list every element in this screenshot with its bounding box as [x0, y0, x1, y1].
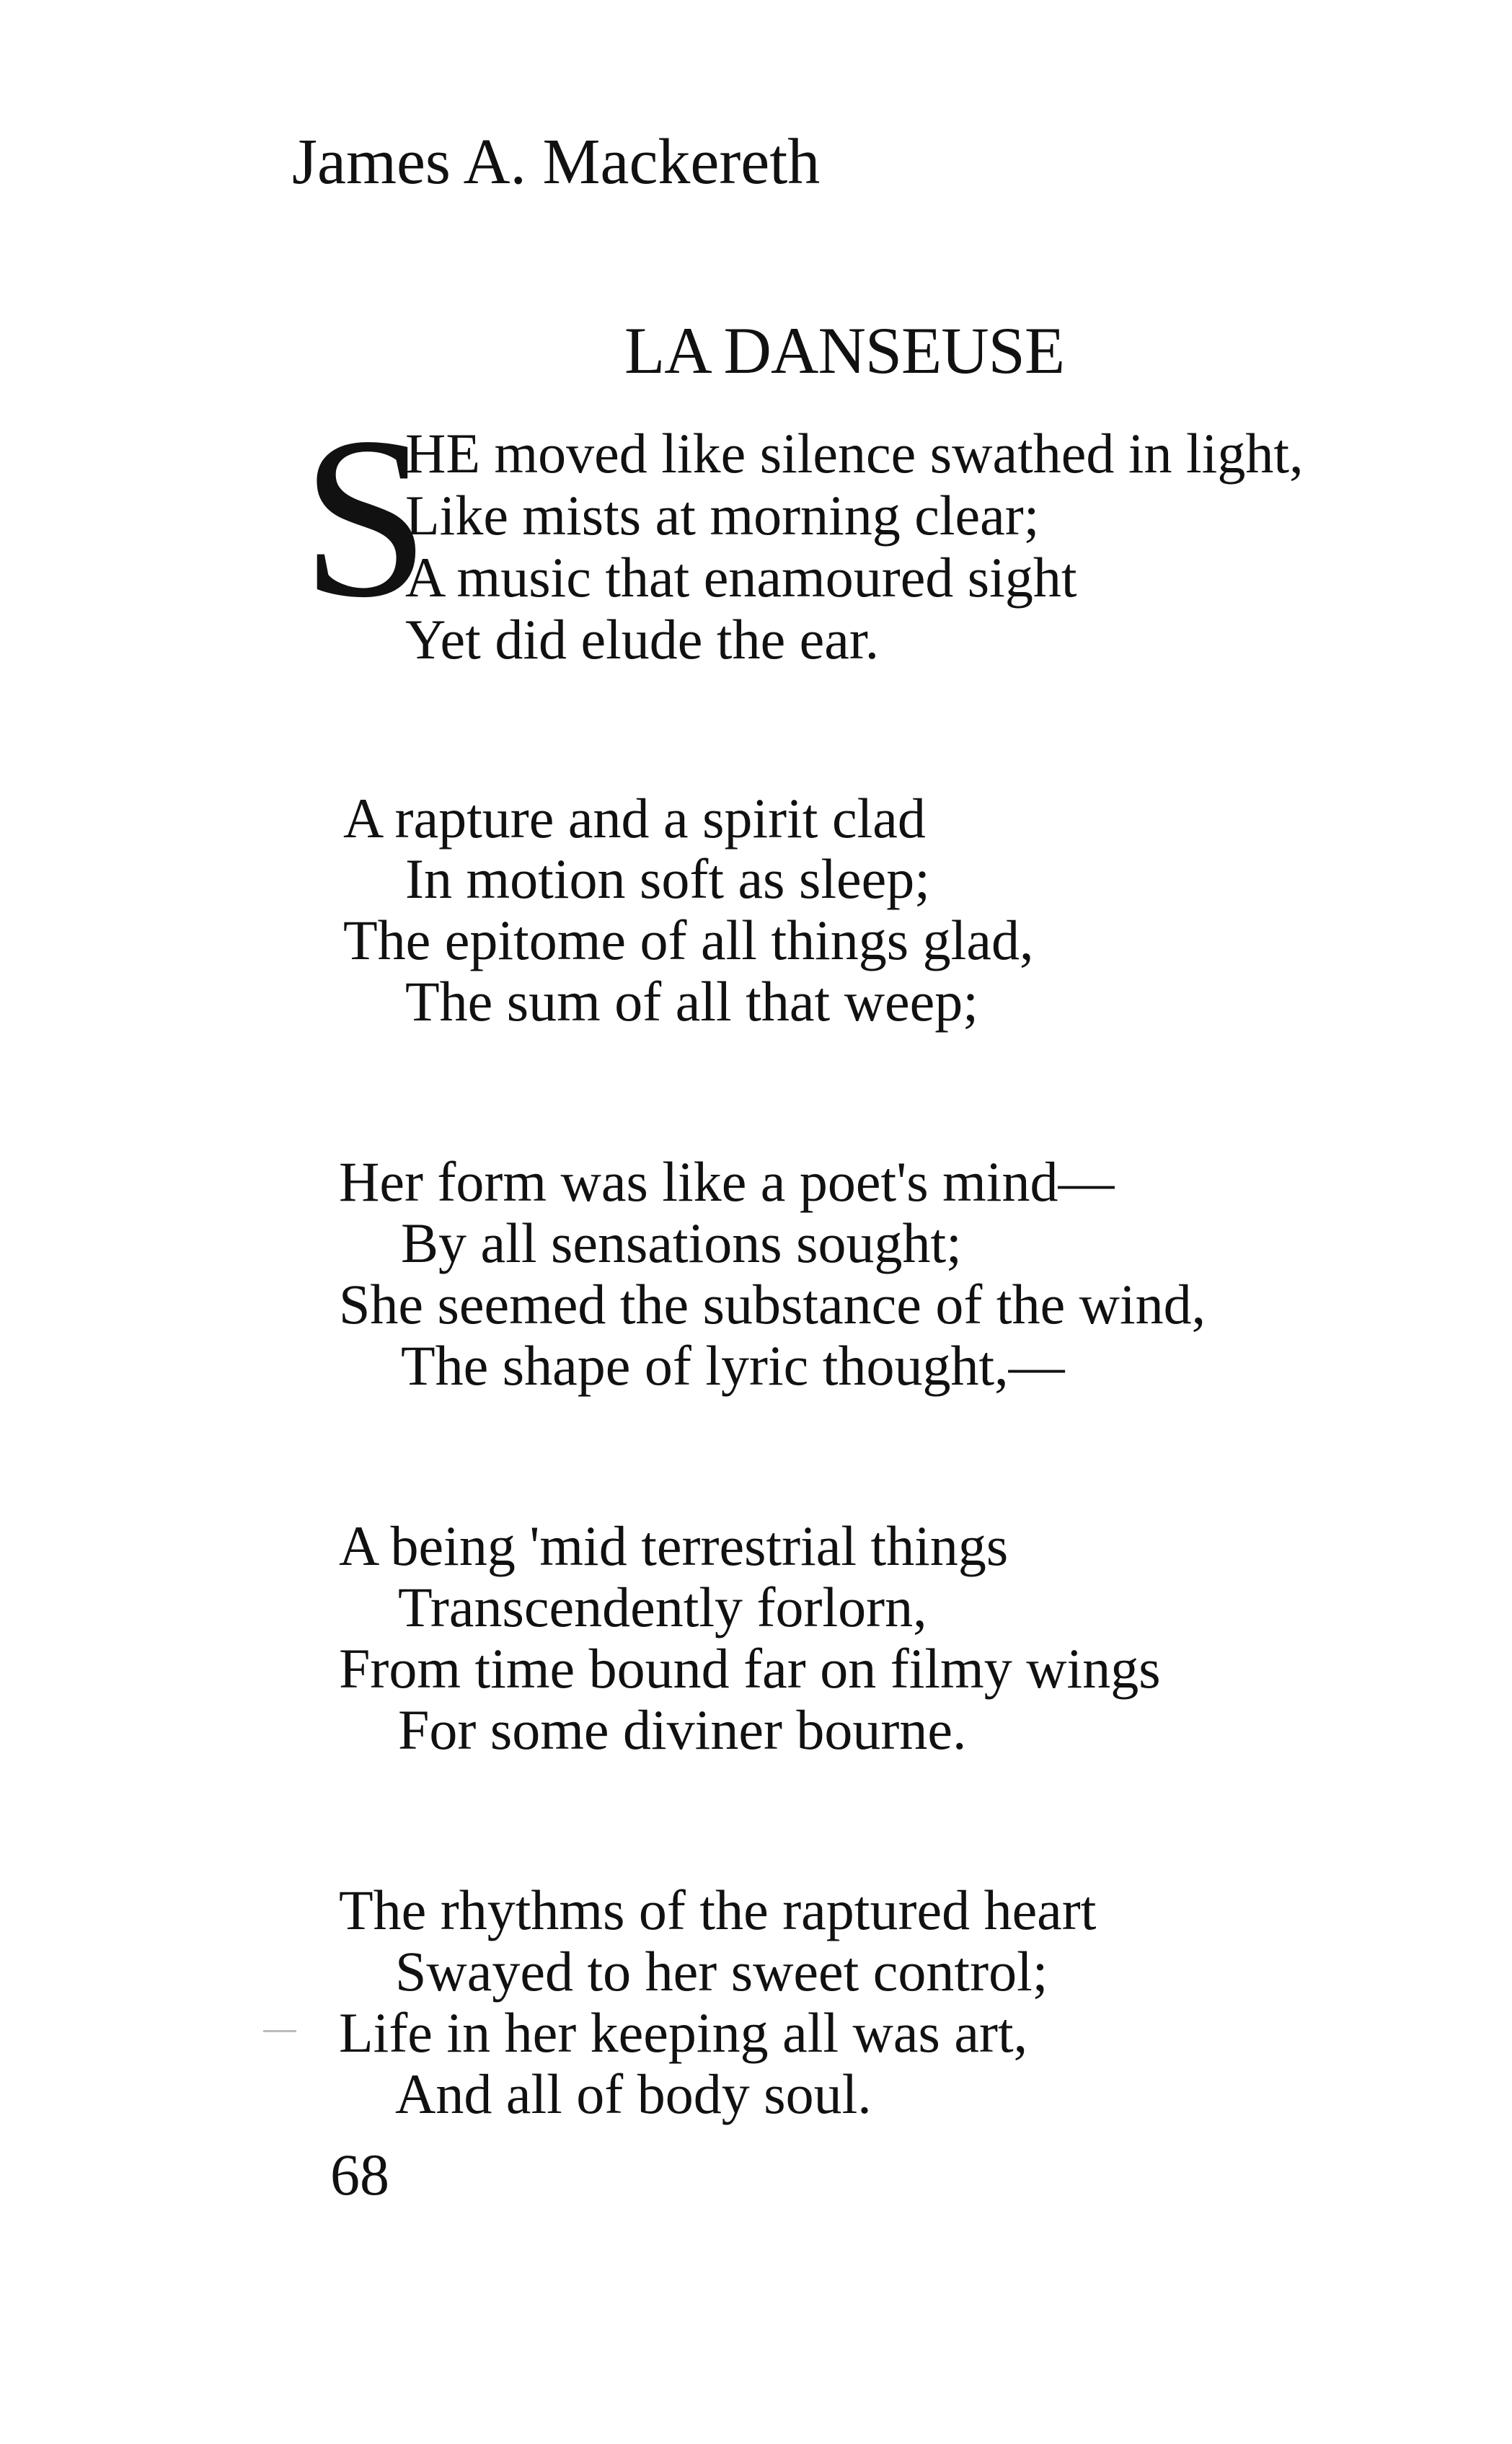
poem-line: The sum of all that weep; [405, 970, 978, 1033]
poem-title: LA DANSEUSE [624, 314, 1065, 387]
poem-line: Swayed to her sweet control; [395, 1940, 1048, 2003]
page-number: 68 [330, 2142, 389, 2207]
poem-line: A rapture and a spirit clad [343, 787, 926, 850]
poem-line: Her form was like a poet's mind— [339, 1150, 1115, 1213]
poem-line: For some diviner bourne. [398, 1698, 967, 1761]
poem-line: From time bound far on filmy wings [339, 1637, 1161, 1700]
poem-line: Like mists at morning clear; [405, 484, 1040, 547]
author-heading: James A. Mackereth [292, 126, 821, 198]
poem-line: The shape of lyric thought,— [401, 1334, 1065, 1397]
poem-line: Life in her keeping all was art, [339, 2001, 1028, 2064]
poem-line: Transcendently forlorn, [398, 1576, 927, 1638]
poem-line: And all of body soul. [395, 2063, 872, 2125]
poem-line: By all sensations sought; [401, 1212, 962, 1274]
poem-line: In motion soft as sleep; [405, 847, 930, 910]
poem-line: She seemed the substance of the wind, [339, 1273, 1206, 1336]
poem-line: A music that enamoured sight [405, 546, 1077, 609]
poem-line: Yet did elude the ear. [405, 608, 880, 671]
margin-mark [263, 2030, 296, 2032]
poem-line: The epitome of all things glad, [343, 909, 1034, 971]
drop-cap: S [301, 390, 430, 645]
poem-line: The rhythms of the raptured heart [339, 1879, 1097, 1941]
poem-line: HE moved like silence swathed in light, [405, 422, 1304, 485]
poem-line: A being 'mid terrestrial things [339, 1514, 1009, 1577]
